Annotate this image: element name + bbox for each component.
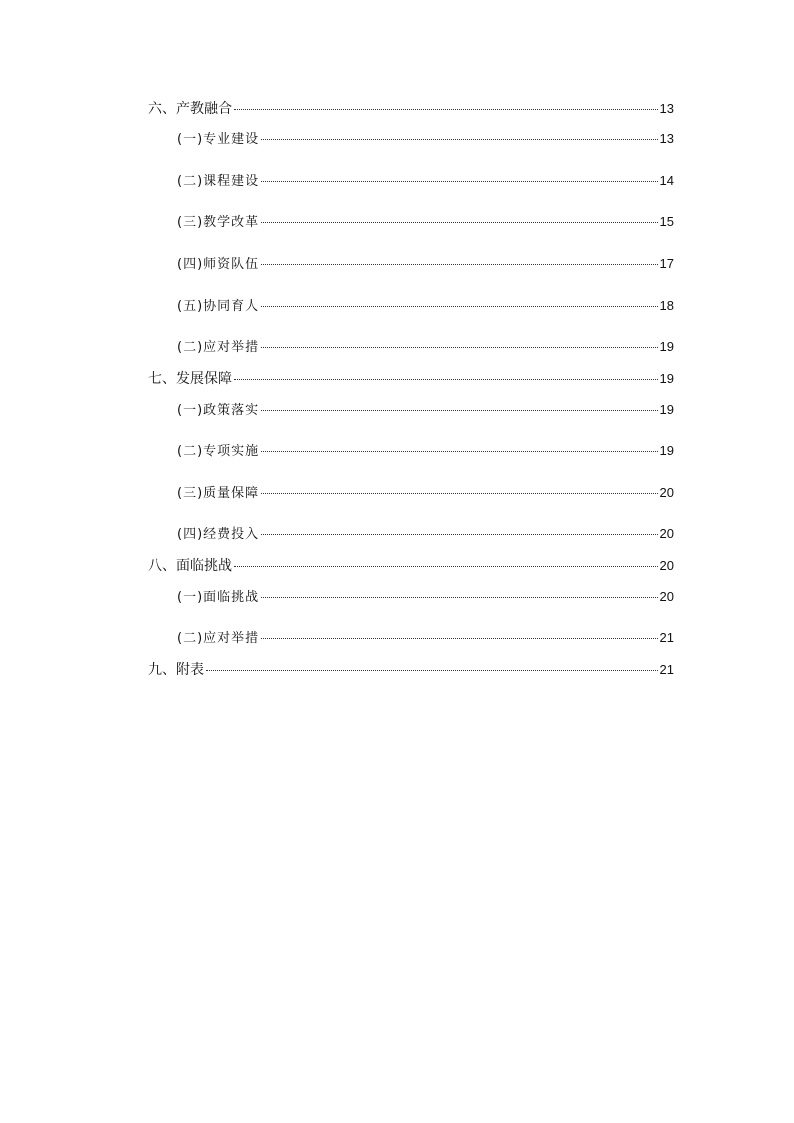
toc-entry-page: 19 [659, 339, 674, 354]
toc-entry-title: 八、面临挑战 [148, 558, 232, 574]
toc-leader-dots [261, 181, 657, 182]
toc-leader-dots [261, 347, 657, 348]
toc-entry-title: (三)教学改革 [177, 215, 260, 230]
toc-entry-page: 20 [659, 558, 674, 573]
toc-entry-title: (四)经费投入 [177, 527, 260, 542]
toc-entry-title: (二)应对举措 [177, 631, 260, 646]
toc-entry-page: 20 [659, 589, 674, 604]
toc-entry-title: (一)政策落实 [177, 403, 260, 418]
toc-leader-dots [261, 410, 657, 411]
toc-leader-dots [234, 379, 658, 380]
toc-entry-6-1[interactable] [177, 128, 674, 147]
toc-entry-title: (四)师资队伍 [177, 257, 260, 272]
toc-entry-6-5[interactable] [177, 295, 674, 314]
toc-leader-dots [234, 109, 658, 110]
toc-entry-6-3[interactable] [177, 211, 674, 230]
toc-entry-title: (二)专项实施 [177, 444, 260, 459]
toc-leader-dots [261, 534, 657, 535]
toc-entry-page: 19 [659, 402, 674, 417]
toc-entry-page: 19 [659, 371, 674, 386]
toc-entry-page: 19 [659, 443, 674, 458]
toc-entry-section-6[interactable] [148, 98, 674, 118]
toc-leader-dots [261, 597, 657, 598]
toc-entry-section-8[interactable] [148, 555, 674, 575]
toc-leader-dots [261, 264, 657, 265]
toc-entry-title: (二)应对举措 [177, 340, 260, 355]
toc-entry-section-9[interactable] [148, 659, 674, 679]
toc-leader-dots [261, 222, 657, 223]
toc-entry-7-2[interactable] [177, 440, 674, 459]
toc-entry-title: (一)专业建设 [177, 132, 260, 147]
toc-entry-page: 14 [659, 173, 674, 188]
toc-entry-section-7[interactable] [148, 368, 674, 388]
toc-entry-title: (一)面临挑战 [177, 590, 260, 605]
toc-entry-title: (二)课程建设 [177, 174, 260, 189]
toc-leader-dots [261, 638, 657, 639]
toc-entry-page: 20 [659, 485, 674, 500]
toc-entry-page: 21 [659, 662, 674, 677]
toc-entry-title: (三)质量保障 [177, 486, 260, 501]
toc-entry-page: 13 [659, 131, 674, 146]
toc-entry-title: (五)协同育人 [177, 299, 260, 314]
toc-entry-6-4[interactable] [177, 253, 674, 272]
toc-entry-7-4[interactable] [177, 523, 674, 542]
toc-leader-dots [234, 566, 658, 567]
toc-entry-page: 18 [659, 298, 674, 313]
toc-entry-page: 17 [659, 256, 674, 271]
toc-leader-dots [261, 493, 657, 494]
toc-entry-6-2[interactable] [177, 170, 674, 189]
toc-entry-page: 15 [659, 214, 674, 229]
toc-entry-6-6[interactable] [177, 336, 674, 355]
toc-entry-page: 21 [659, 630, 674, 645]
toc-leader-dots [261, 451, 657, 452]
toc-entry-title: 九、附表 [148, 662, 204, 678]
toc-entry-7-3[interactable] [177, 482, 674, 501]
toc-entry-title: 六、产教融合 [148, 101, 232, 117]
toc-entry-8-1[interactable] [177, 586, 674, 605]
toc-entry-page: 13 [659, 101, 674, 116]
toc-leader-dots [206, 670, 658, 671]
toc-entry-8-2[interactable] [177, 627, 674, 646]
toc-entry-page: 20 [659, 526, 674, 541]
toc-leader-dots [261, 306, 657, 307]
toc-entry-title: 七、发展保障 [148, 371, 232, 387]
toc-entry-7-1[interactable] [177, 399, 674, 418]
toc-leader-dots [261, 139, 657, 140]
